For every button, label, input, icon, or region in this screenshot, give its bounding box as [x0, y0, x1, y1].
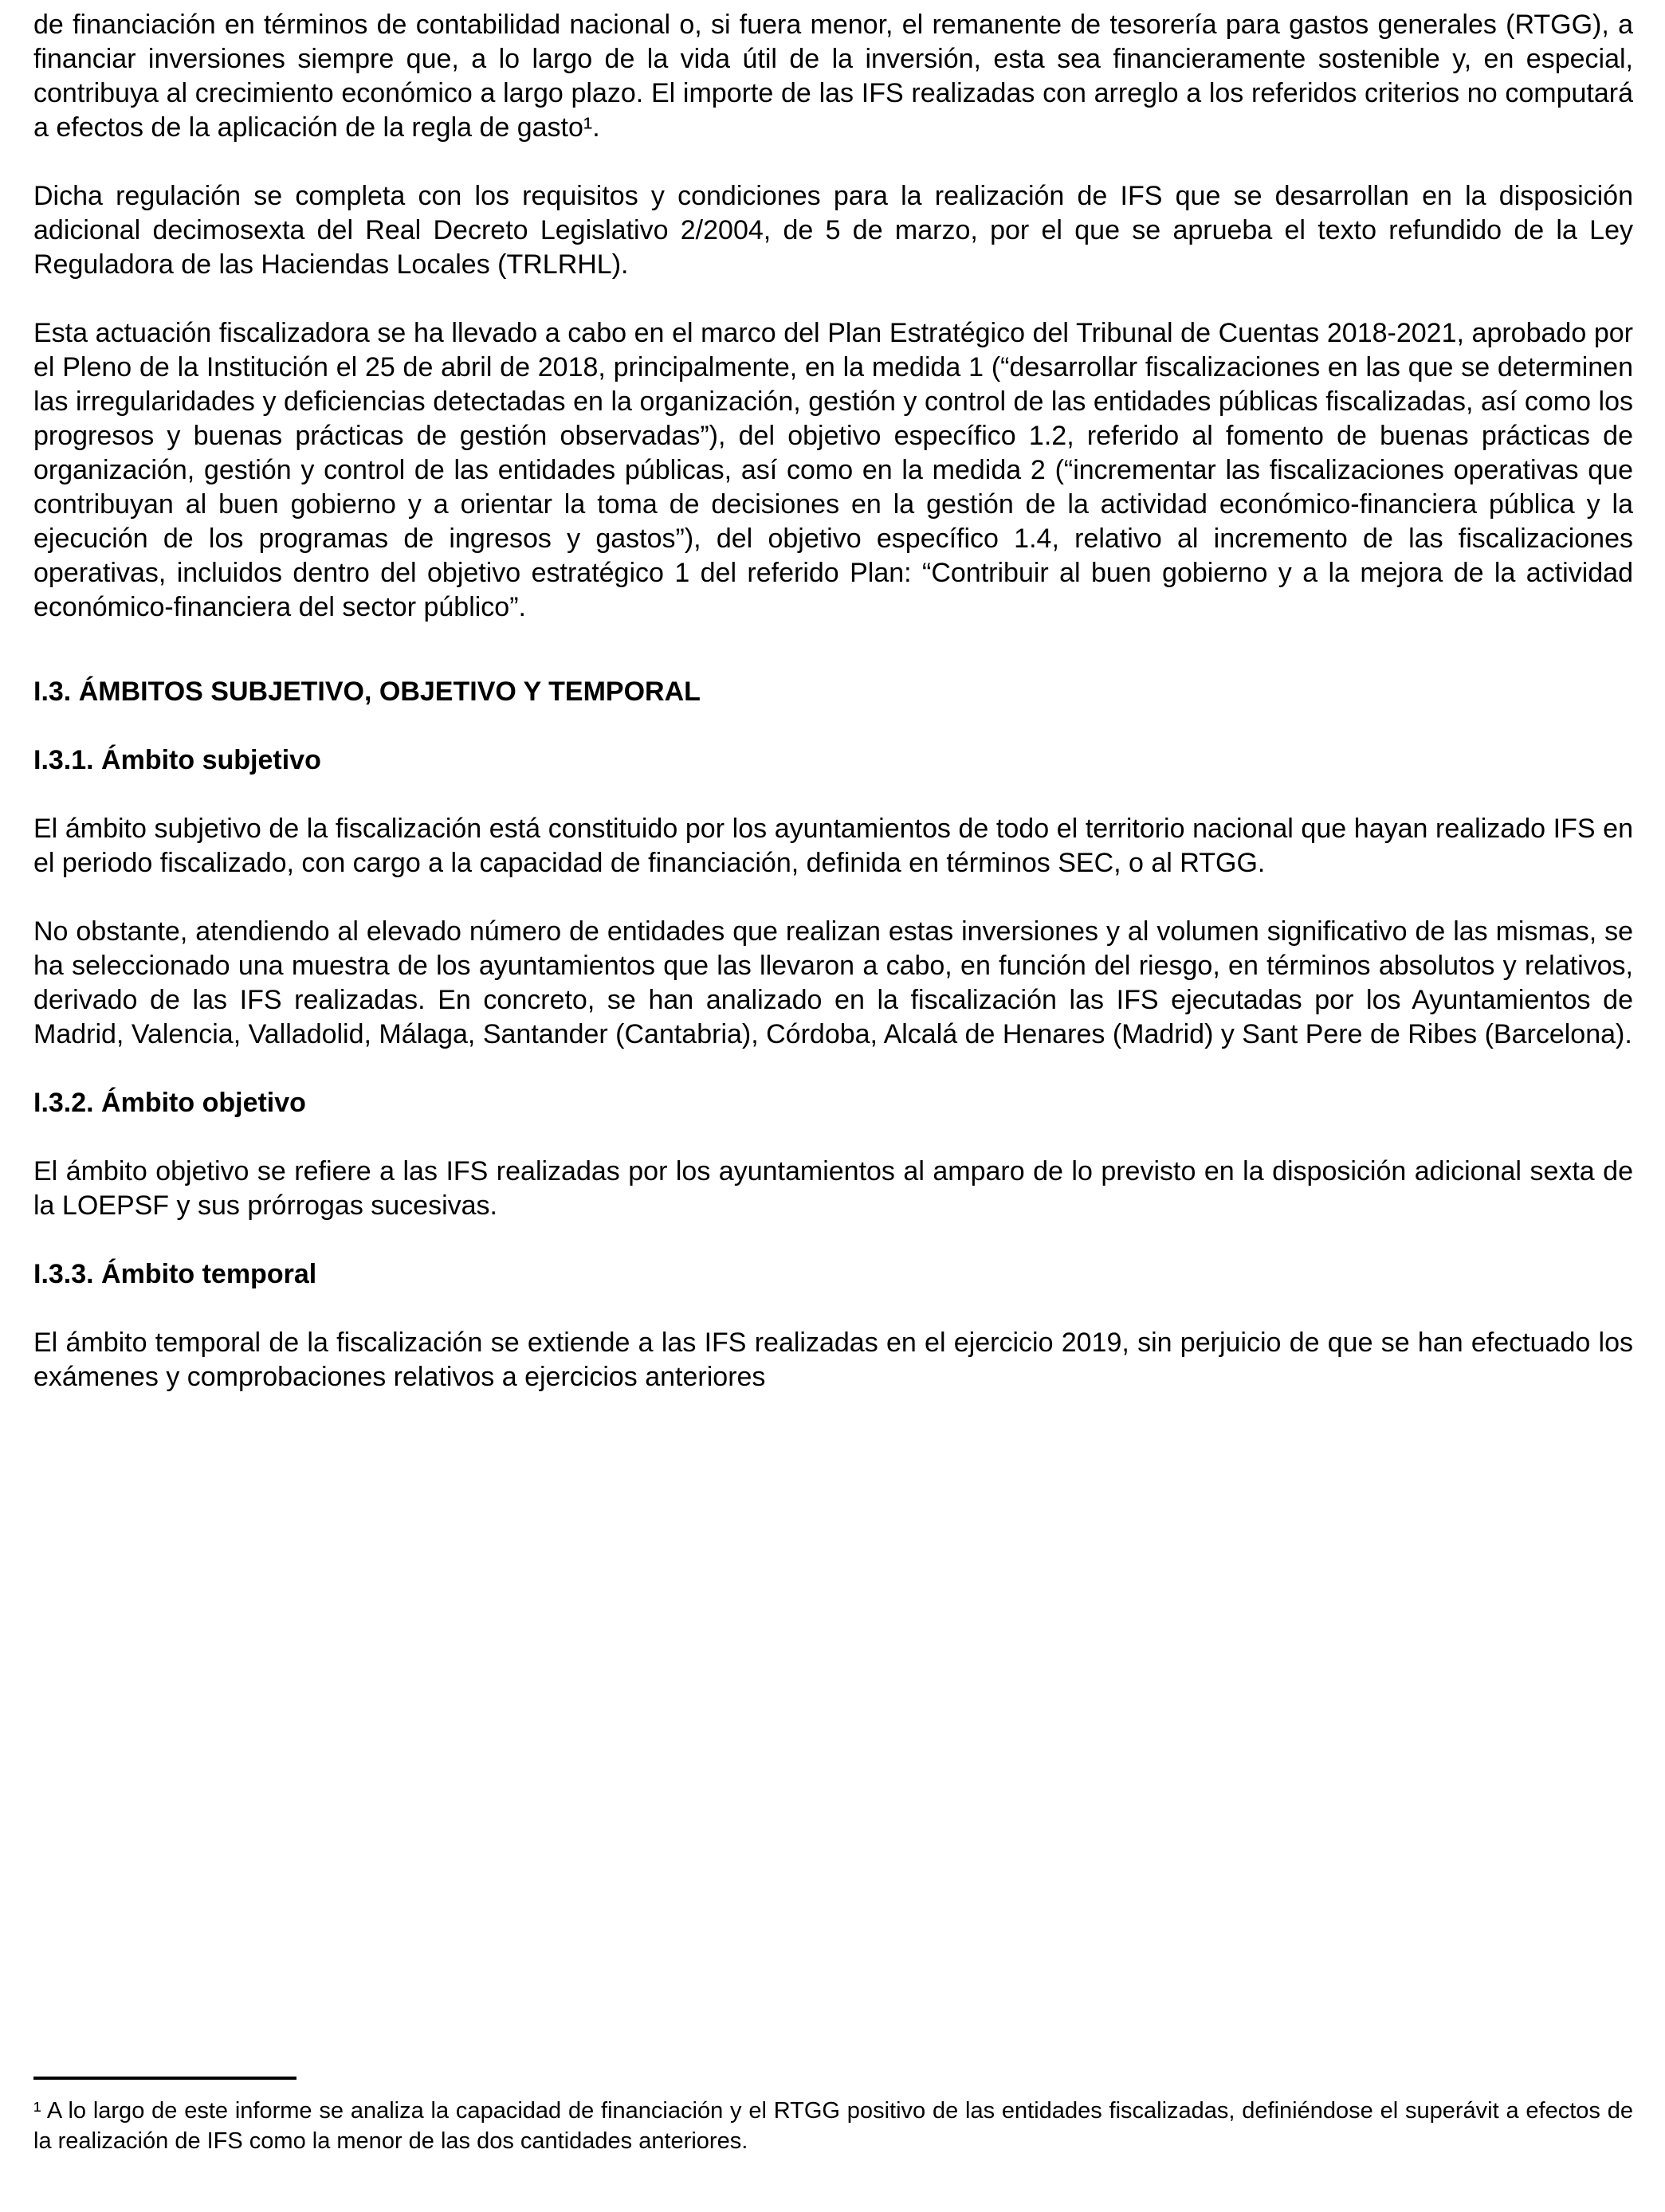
footnote-area [33, 2077, 1633, 2156]
paragraph-ambito-objetivo: El ámbito objetivo se refiere a las IFS realizadas por los ayuntamientos al amparo de lo previsto en la disposición adicional sexta de la LOEPSF y sus prórrogas sucesivas. [33, 1156, 1633, 1221]
paragraph-ambito-subjetivo-2: No obstante, atendiendo al elevado número de entidades que realizan estas inversiones y al volumen significativo de las mismas, se ha seleccionado una muestra de los ayuntamientos que las llevaron a cabo, en función del riesgo, en términos absolutos y relativos, derivado de las IFS realizadas. En concreto, se han analizado en la fiscalización las IFS ejecutadas por los Ayuntamientos de Madrid, Valencia, Valladolid, Málaga, Santander (Cantabria), Córdoba, Alcalá de Henares (Madrid) y Sant Pere de Ribes (Barcelona). [33, 916, 1633, 1049]
footnote-divider [33, 2077, 296, 2080]
subsection-heading-ambito-objetivo: I.3.2. Ámbito objetivo [33, 1088, 306, 1118]
subsection-heading-ambito-temporal: I.3.3. Ámbito temporal [33, 1259, 317, 1289]
paragraph-financiacion: de financiación en términos de contabilidad nacional o, si fuera menor, el remanente de tesorería para gastos generales (RTGG), a financiar inversiones siempre que, a lo largo de la vida útil de la inversión, esta sea financieramente sostenible y, en especial, contribuya al crecimiento económico a largo plazo. El importe de las IFS realizadas con arreglo a los referidos criterios no computará a efectos de la aplicación de la regla de gasto¹. [33, 10, 1633, 143]
footnote-text: ¹ A lo largo de este informe se analiza la capacidad de financiación y el RTGG positivo de las entidades fiscalizadas, definiéndose el superávit a efectos de la realización de IFS como la menor de las dos cantidades anteriores. [33, 2098, 1633, 2154]
paragraph-ambito-subjetivo-1: El ámbito subjetivo de la fiscalización está constituido por los ayuntamientos de todo el territorio nacional que hayan realizado IFS en el periodo fiscalizado, con cargo a la capacidad de financiación, definida en términos SEC, o al RTGG. [33, 814, 1633, 878]
subsection-heading-ambito-subjetivo: I.3.1. Ámbito subjetivo [33, 745, 321, 775]
paragraph-regulacion: Dicha regulación se completa con los requisitos y condiciones para la realización de IFS que se desarrollan en la disposición adicional decimosexta del Real Decreto Legislativo 2/2004, de 5 de marzo, por el que se aprueba el texto refundido de la Ley Reguladora de las Haciendas Locales (TRLRHL). [33, 181, 1633, 280]
section-heading-ambitos: I.3. ÁMBITOS SUBJETIVO, OBJETIVO Y TEMPORAL [33, 677, 701, 707]
paragraph-ambito-temporal: El ámbito temporal de la fiscalización se extiende a las IFS realizadas en el ejercicio 2019, sin perjuicio de que se han efectuado los exámenes y comprobaciones relativos a ejercicios anteriores [33, 1328, 1633, 1392]
paragraph-plan-estrategico: Esta actuación fiscalizadora se ha llevado a cabo en el marco del Plan Estratégico del Tribunal de Cuentas 2018-2021, aprobado por el Pleno de la Institución el 25 de abril de 2018, principalmente, en la medida 1 (“desarrollar fiscalizaciones en las que se determinen las irregularidades y deficiencias detectadas en la organización, gestión y control de las entidades públicas fiscalizadas, así como los progresos y buenas prácticas de gestión observadas”), del objetivo específico 1.2, referido al fomento de buenas prácticas de organización, gestión y control de las entidades públicas, así como en la medida 2 (“incrementar las fiscalizaciones operativas que contribuyan al buen gobierno y a orientar la toma de decisiones en la gestión de la actividad económico-financiera pública y la ejecución de los programas de ingresos y gastos”), del objetivo específico 1.4, relativo al incremento de las fiscalizaciones operativas, incluidos dentro del objetivo estratégico 1 del referido Plan: “Contribuir al buen gobierno y a la mejora de la actividad económico-financiera del sector público”. [33, 318, 1633, 622]
